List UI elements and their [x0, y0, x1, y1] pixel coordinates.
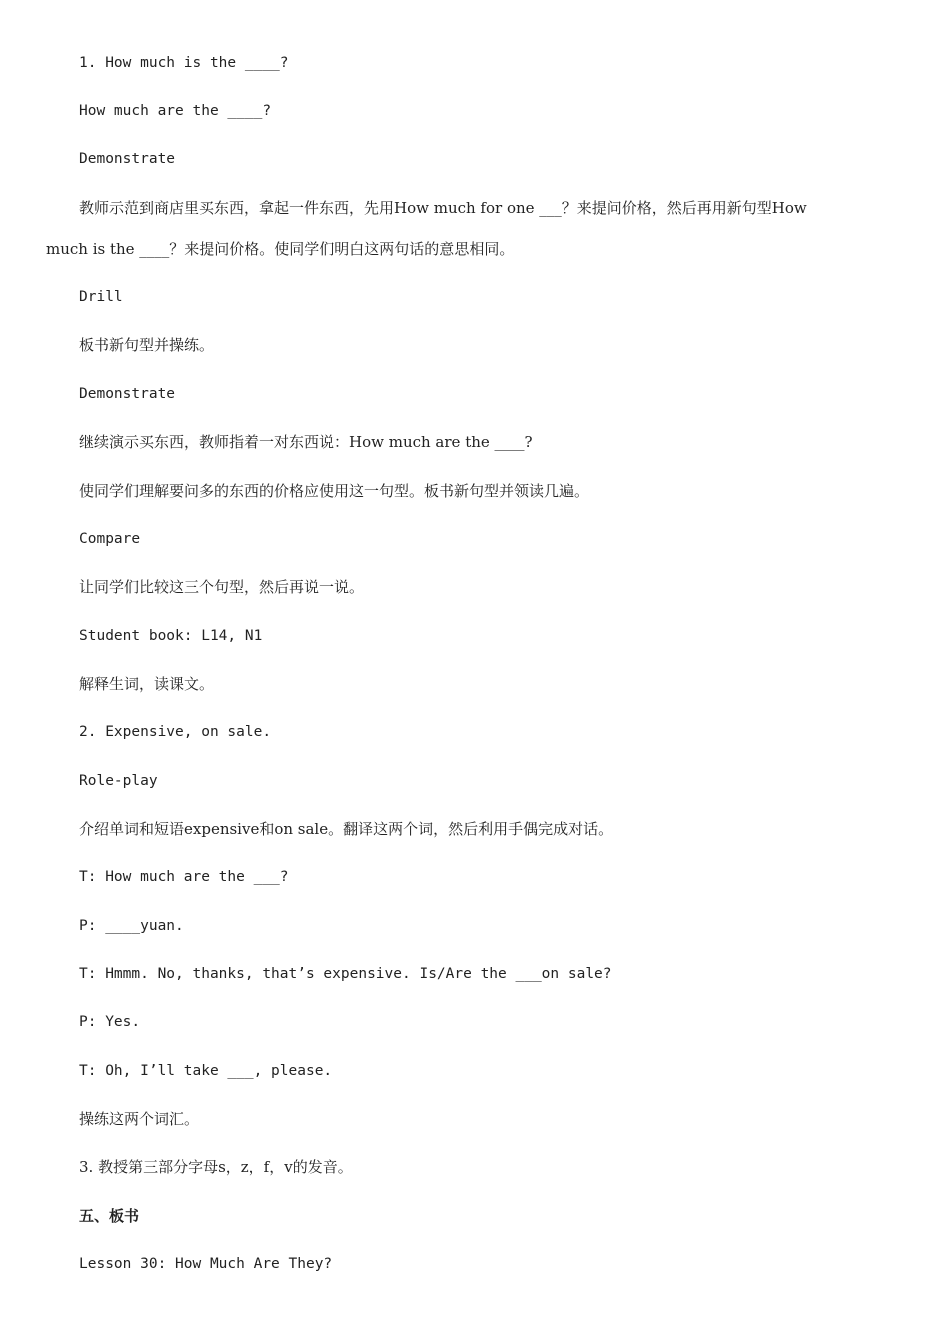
text-line: 1. How much is the ____?	[79, 55, 289, 71]
text-line: 2. Expensive, on sale.	[79, 724, 272, 740]
text-line: Lesson 30: How Much Are They?	[79, 1256, 333, 1272]
paragraph-line: 教师示范到商店里买东西，拿起一件东西，先用How much for one ___？来提问价格，然后再用新句型How	[79, 199, 807, 217]
text-line: 操练这两个词汇。	[79, 1110, 200, 1128]
text-line: 解释生词，读课文。	[79, 675, 215, 693]
text-line: P: ____yuan.	[79, 918, 184, 934]
text-line: T: How much are the ___?	[79, 869, 289, 885]
paragraph-line: much is the ____？来提问价格。使同学们明白这两句话的意思相同。	[46, 240, 515, 258]
section-heading: 五、板书	[79, 1207, 140, 1225]
text-line: Student book: L14, N1	[79, 628, 263, 644]
text-line: 让同学们比较这三个句型，然后再说一说。	[79, 578, 365, 596]
text-line: Drill	[79, 289, 123, 305]
text-line: Role-play	[79, 773, 158, 789]
text-line: 继续演示买东西，教师指着一对东西说：How much are the ____?	[79, 433, 533, 451]
text-line: P: Yes.	[79, 1014, 141, 1030]
text-line: T: Oh, I’ll take ___, please.	[79, 1063, 333, 1079]
text-line: How much are the ____?	[79, 103, 272, 119]
text-line: 板书新句型并操练。	[79, 336, 215, 354]
text-line: Compare	[79, 531, 141, 547]
text-line: 使同学们理解要问多的东西的价格应使用这一句型。板书新句型并领读几遍。	[79, 482, 590, 500]
text-line: Demonstrate	[79, 151, 176, 167]
text-line: T: Hmmm. No, thanks, that’s expensive. Is/Are the ___on sale?	[79, 966, 612, 982]
text-line: 介绍单词和短语expensive和on sale。翻译这两个词，然后利用手偶完成对话。	[79, 820, 614, 838]
text-line: 3. 教授第三部分字母s，z，f，v的发音。	[79, 1158, 353, 1176]
text-line: Demonstrate	[79, 386, 176, 402]
